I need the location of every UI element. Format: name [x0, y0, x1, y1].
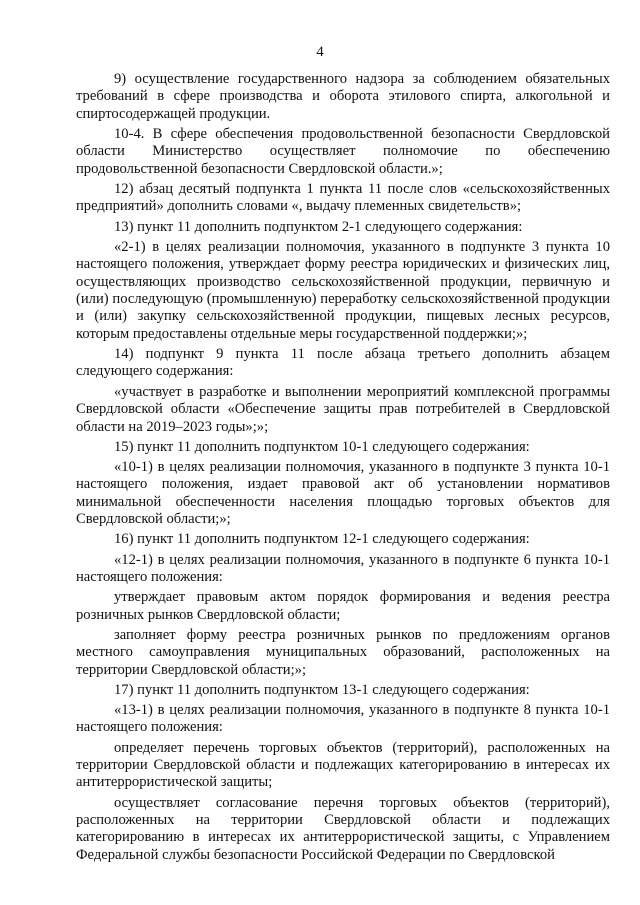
- document-body: [76, 71, 610, 867]
- paragraph: заполняет форму реестра розничных рынков по предложениям органов местного самоуправления муниципальных образований, расположенных на территории Свердловской области;»;: [76, 626, 610, 678]
- paragraph: 13) пункт 11 дополнить подпунктом 2-1 следующего содержания:: [114, 218, 523, 235]
- paragraph: 10-4. В сфере обеспечения продовольственной безопасности Свердловской области Министерство осуществляет полномочие по обеспечению продовольственной безопасности Свердловской области.»;: [76, 126, 610, 177]
- paragraph: утверждает правовым актом порядок формирования и ведения реестра розничных рынков Свердловской области;: [76, 589, 610, 623]
- paragraph: 14) подпункт 9 пункта 11 после абзаца третьего дополнить абзацем следующего содержания:: [76, 346, 610, 380]
- paragraph: «2-1) в целях реализации полномочия, указанного в подпункте 3 пункта 10 настоящего положения, утверждает форму реестра юридических и физических лиц, осуществляющих производство сельскохозяйственной продукции, первичную и (или) последующую (промышленную) переработку сельскохозяйственной продукции и (или) закупку сельскохозяйственной продукции, пищевых лесных ресурсов, которым предоставлены отдельные меры государственной поддержки;»;: [76, 238, 610, 342]
- paragraph: осуществляет согласование перечня торговых объектов (территорий), расположенных на территории Свердловской области и подлежащих категорированию в интересах их антитеррористической защиты, с Управлением Федеральной службы безопасности Российской Федерации по Свердловской: [76, 794, 610, 863]
- paragraph: определяет перечень торговых объектов (территорий), расположенных на территории Свердловской области и подлежащих категорированию в интересах их антитеррористической защиты;: [76, 739, 610, 791]
- paragraph: 12) абзац десятый подпункта 1 пункта 11 после слов «сельскохозяйственных предприятий» дополнить словами «, выдачу племенных свидетельств»;: [76, 181, 610, 215]
- page-number: 4: [316, 44, 324, 60]
- paragraph: 17) пункт 11 дополнить подпунктом 13-1 следующего содержания:: [114, 681, 530, 698]
- paragraph: «13-1) в целях реализации полномочия, указанного в подпункте 8 пункта 10-1 настоящего положения:: [76, 701, 610, 736]
- paragraph: «10-1) в целях реализации полномочия, указанного в подпункте 3 пункта 10-1 настоящего положения, издает правовой акт об установлении нормативов минимальной обеспеченности населения площадью торговых объектов для Свердловской области;»;: [76, 458, 610, 528]
- paragraph: «12-1) в целях реализации полномочия, указанного в подпункте 6 пункта 10-1 настоящего положения:: [76, 551, 610, 585]
- paragraph: 9) осуществление государственного надзора за соблюдением обязательных требований в сфере производства и оборота этилового спирта, алкогольной и спиртосодержащей продукции.: [76, 71, 610, 122]
- paragraph: 15) пункт 11 дополнить подпунктом 10-1 следующего содержания:: [114, 438, 530, 455]
- paragraph: «участвует в разработке и выполнении мероприятий комплексной программы Свердловской области «Обеспечение защиты прав потребителей в Свердловской области на 2019–2023 годы»;»;: [76, 383, 610, 435]
- paragraph: 16) пункт 11 дополнить подпунктом 12-1 следующего содержания:: [114, 531, 530, 548]
